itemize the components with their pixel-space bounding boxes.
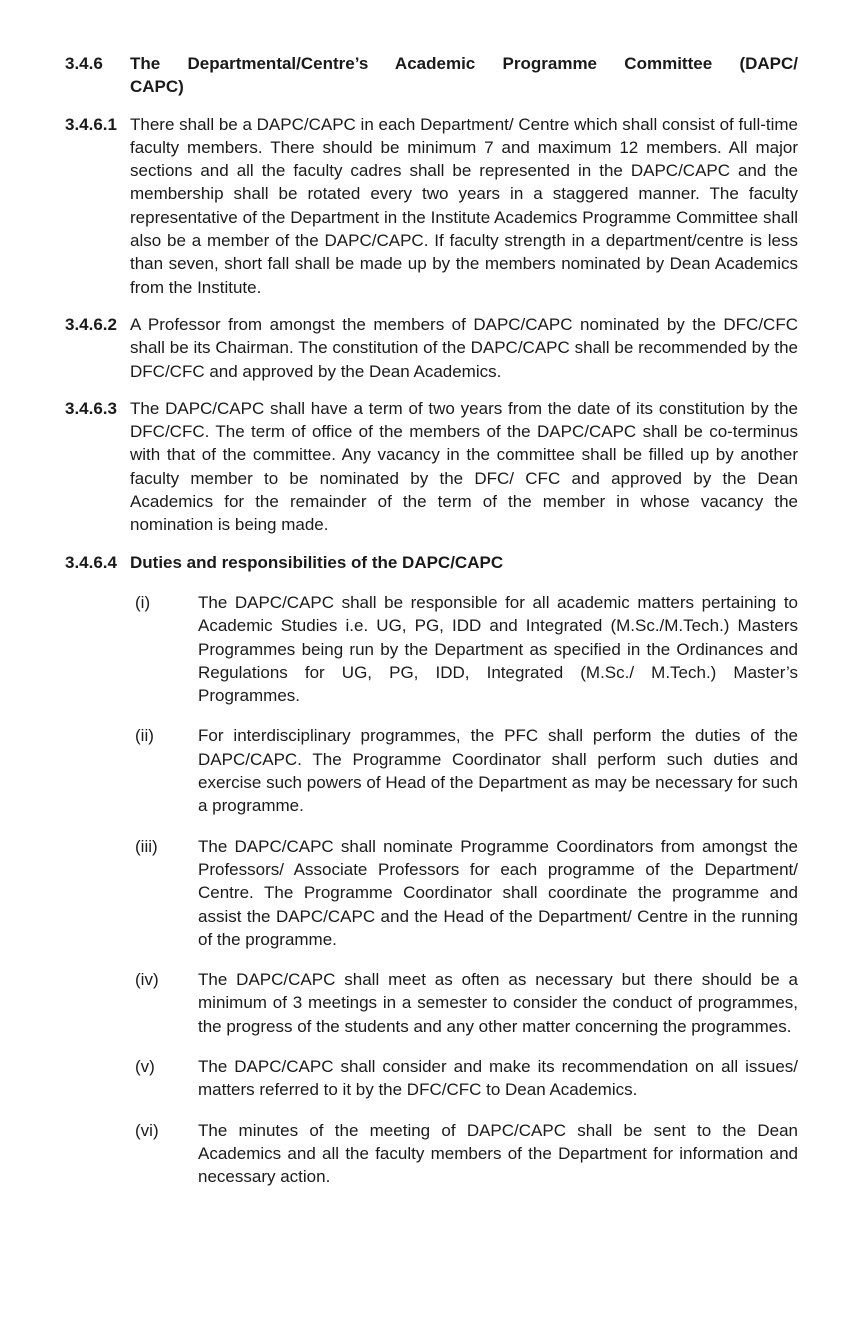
duty-item-v xyxy=(130,1055,798,1102)
duty-label: (vi) xyxy=(135,1120,159,1140)
duty-item-vi xyxy=(130,1119,798,1189)
duty-label: (v) xyxy=(135,1056,155,1076)
duty-text: The DAPC/CAPC shall consider and make its recommendation on all issues/ matters referred to it by the DFC/CFC to Dean Academics. xyxy=(198,1056,798,1100)
duty-label: (i) xyxy=(135,592,151,612)
section-number: 3.4.6 xyxy=(65,54,103,73)
section-number: 3.4.6.2 xyxy=(65,314,117,334)
section-3-4-6-4 xyxy=(65,551,798,1189)
duty-text: The minutes of the meeting of DAPC/CAPC shall be sent to the Dean Academics and all the faculty members of the Department for information and necessary action. xyxy=(198,1120,798,1187)
heading-line-1: The Departmental/Centre’s Academic Programme Committee (DAPC/ xyxy=(130,54,798,73)
duty-text: The DAPC/CAPC shall meet as often as necessary but there should be a minimum of 3 meetings in a semester to consider the conduct of programmes, the progress of the students and any other matter concerning the programmes. xyxy=(198,970,798,1036)
section-number: 3.4.6.3 xyxy=(65,398,117,418)
section-3-4-6-2 xyxy=(65,313,798,383)
section-number: 3.4.6.4 xyxy=(65,552,117,572)
duty-item-i xyxy=(130,591,798,707)
section-paragraph: The DAPC/CAPC shall have a term of two years from the date of its constitution by the DFC/CFC. The term of office of the members of the DAPC/CAPC shall be co-terminus with that of the committee. Any vacancy in the committee shall be filled up by another faculty member to be nominated by the DFC/ CFC and approved by the Dean Academics for the remainder of the term of the member in whose vacancy the nomination is being made. xyxy=(130,398,798,535)
duty-item-ii xyxy=(130,724,798,817)
section-3-4-6-1 xyxy=(65,113,798,299)
duty-item-iv xyxy=(130,968,798,1038)
duties-list xyxy=(130,591,798,1189)
duty-text: The DAPC/CAPC shall be responsible for all academic matters pertaining to Academic Studies i.e. UG, PG, IDD and Integrated (M.Sc./M.Tech.) Masters Programmes being run by the Department as specified in the Ordinances and Regulations for UG, PG, IDD, Integrated (M.Sc./ M.Tech.) Master’s Programmes. xyxy=(198,592,798,706)
duty-item-iii xyxy=(130,835,798,951)
section-number: 3.4.6.1 xyxy=(65,114,117,134)
duty-label: (iv) xyxy=(135,970,159,990)
duty-text: The DAPC/CAPC shall nominate Programme Coordinators from amongst the Professors/ Associate Professors for each programme of the Department/ Centre. The Programme Coordinator shall coordinate the programme and assist the DAPC/CAPC and the Head of the Department/ Centre in the running of the programme. xyxy=(198,836,798,949)
section-3-4-6-heading xyxy=(65,52,798,99)
section-paragraph: There shall be a DAPC/CAPC in each Department/ Centre which shall consist of full-time faculty members. There should be minimum 7 and maximum 12 members. All major sections and all the faculty cadres shall be represented in the DAPC/CAPC and the membership shall be rotated every two years in a staggered manner. The faculty representative of the Department in the Institute Academics Programme Committee shall also be a member of the DAPC/CAPC. If faculty strength in a department/centre is less than seven, short fall shall be made up by the members nominated by Dean Academics from the Institute. xyxy=(130,114,799,297)
duty-label: (iii) xyxy=(135,836,158,856)
section-heading-text xyxy=(130,52,798,99)
duties-heading: Duties and responsibilities of the DAPC/CAPC xyxy=(130,552,504,572)
section-paragraph: A Professor from amongst the members of DAPC/CAPC nominated by the DFC/CFC shall be its Chairman. The constitution of the DAPC/CAPC shall be recommended by the DFC/CFC and approved by the Dean Academics. xyxy=(130,314,798,381)
duty-text: For interdisciplinary programmes, the PFC shall perform the duties of the DAPC/CAPC. The Programme Coordinator shall perform such duties and exercise such powers of Head of the Department as may be necessary for such a programme. xyxy=(198,726,798,816)
heading-line-2: CAPC) xyxy=(130,77,184,97)
duty-label: (ii) xyxy=(135,726,154,746)
section-3-4-6-3 xyxy=(65,397,798,537)
